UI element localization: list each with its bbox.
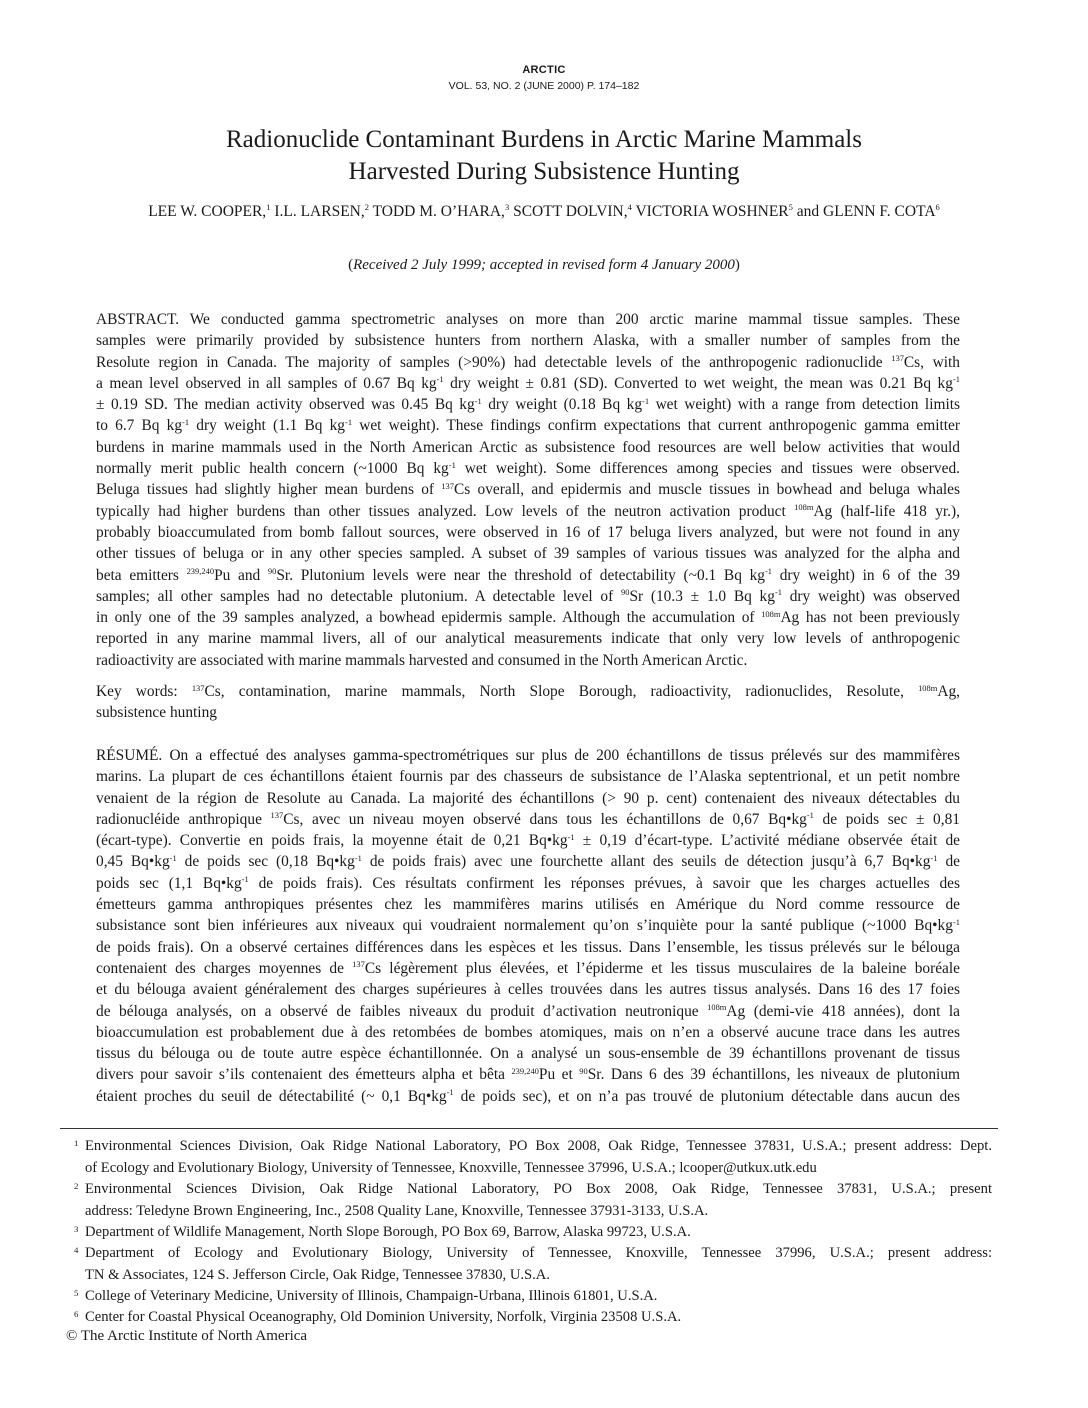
text-run: radionucléide anthropique (96, 810, 271, 828)
superscript: -1 (446, 1087, 454, 1098)
author-affiliation-mark: 4 (627, 202, 632, 213)
footnote-line: Environmental Sciences Division, Oak Ridge National Laboratory, PO Box 2008, Oak Ridge, Tennessee 37831, U.S.A.; present (85, 1181, 992, 1197)
author-affiliation-mark: 1 (266, 202, 271, 213)
text-run: Ag (half-life 418 yr.), (813, 502, 960, 520)
abstract-line (96, 394, 960, 415)
text-run: a mean level observed in all samples of 0.67 Bq kg (96, 374, 437, 392)
footnote-text (85, 1286, 992, 1308)
superscript: 137 (441, 480, 455, 491)
footnote-text (85, 1222, 992, 1244)
text-run: de (937, 853, 960, 871)
text-run: samples; all other samples had no detectable plutonium. A detectable level of (96, 587, 621, 605)
abstract-line (96, 650, 960, 671)
footnote-text (85, 1179, 992, 1222)
text-run: ABSTRACT. We conducted gamma spectrometric analyses on more than 200 arctic marine mammal tissue samples. These (96, 311, 960, 328)
text-run: étaient proches du seuil de détectabilité (~ 0,1 Bq•kg (96, 1087, 447, 1105)
author-affiliation-mark: 6 (935, 202, 940, 213)
footnote-number: 3 (74, 1224, 79, 1234)
resume-line (96, 788, 960, 809)
resume-line (96, 979, 960, 1000)
text-run: probably bioaccumulated from bomb fallout sources, were observed in 16 of 17 beluga livers analyzed, but were not found in any (96, 523, 960, 541)
text-run: Sr. Dans 6 des 39 échantillons, les niveaux de plutonium (587, 1066, 960, 1084)
text-run: de poids frais). On a observé certaines différences dans les espèces et les tissus. Dans l’ensemble, les tissus prélevés sur le bélouga (96, 938, 960, 956)
superscript: 239,240 (186, 566, 215, 577)
abstract-line (96, 437, 960, 458)
text-run: normally merit public health concern (~1000 Bq kg (96, 460, 449, 478)
text-run: Ag, (937, 683, 960, 700)
superscript: -1 (806, 810, 814, 821)
keywords-line (96, 681, 960, 702)
abstract-line (96, 373, 960, 394)
superscript: -1 (952, 374, 960, 385)
superscript: -1 (952, 916, 960, 927)
keywords (96, 681, 960, 724)
superscript: -1 (354, 852, 362, 863)
author-list (0, 203, 1088, 221)
text-run: Cs légèrement plus élevées, et l’épiderme et les tissus musculaires de la baleine boréale (364, 959, 960, 977)
resume-line (96, 958, 960, 979)
text-run: (écart-type). Convertie en poids frais, la moyenne était de 0,21 Bq•kg (96, 832, 568, 850)
abstract-line (96, 458, 960, 479)
text-run: venaient de la région de Resolute au Canada. La majorité des échantillons (> 90 p. cent) contenaient des niveaux détectables du (96, 789, 960, 807)
superscript: 90 (620, 587, 630, 598)
author-name: SCOTT DOLVIN, (509, 203, 628, 220)
superscript: 239,240 (511, 1065, 539, 1076)
superscript: -1 (448, 459, 456, 470)
text-run: Cs, avec un niveau moyen observé dans tous les échantillons de 0,67 Bq•kg (283, 810, 807, 828)
text-run: typically had higher burdens than other tissues analyzed. Low levels of the neutron activation product (96, 502, 795, 520)
resume (96, 745, 960, 1107)
resume-line (96, 937, 960, 958)
footnote-line: of Ecology and Evolutionary Biology, University of Tennessee, Knoxville, Tennessee 37996, U.S.A.; lcooper@utkux.utk.edu (85, 1159, 817, 1176)
text-run: wet weight). These findings confirm expectations that current anthropogenic gamma emitter (352, 417, 960, 435)
text-run: radioactivity are associated with marine mammals harvested and consumed in the North American Arctic. (96, 651, 748, 669)
resume-line (96, 915, 960, 936)
abstract-line (96, 330, 960, 351)
superscript: 90 (267, 566, 277, 577)
text-run: ± 0.19 SD. The median activity observed was 0.45 Bq kg (96, 396, 475, 414)
superscript: 108m (918, 682, 938, 693)
author-affiliation-mark: 3 (504, 202, 510, 213)
superscript: -1 (764, 566, 773, 577)
volume-info: VOL. 53, NO. 2 (JUNE 2000) P. 174–182 (448, 80, 640, 92)
text-run: Key words: (96, 683, 192, 700)
abstract-line (96, 501, 960, 522)
text-run: émetteurs gamma anthropiques présentes chez les mammifères marins utilisés en Amérique du Nord comme ressource de (96, 896, 960, 914)
copyright: © The Arctic Institute of North America (66, 1328, 308, 1344)
resume-line (96, 766, 960, 787)
resume-line (96, 1043, 960, 1064)
author-name: VICTORIA WOSHNER (631, 203, 789, 220)
superscript: 108m (794, 502, 814, 513)
text-run: dry weight) was observed (781, 587, 960, 605)
text-run: Pu et (538, 1066, 580, 1084)
superscript: -1 (774, 587, 782, 598)
footnote-number: 4 (74, 1245, 79, 1255)
superscript: -1 (182, 416, 190, 427)
superscript: 137 (891, 353, 904, 364)
text-run: Cs overall, and epidermis and muscle tissues in bowhead and beluga whales (454, 481, 960, 499)
text-run: RÉSUMÉ. On a effectué des analyses gamma-spectrométriques sur plus de 200 échantillons de tissus prélevés sur des mammifères (96, 747, 960, 764)
text-run: de bélouga analysés, on a observé de faibles niveaux du produit d’activation neutronique (96, 1002, 708, 1020)
superscript: 137 (191, 682, 205, 693)
footnote-number: 1 (74, 1138, 79, 1148)
superscript: 90 (579, 1065, 588, 1076)
text-run: other tissues of beluga or in any other species sampled. A subset of 39 samples of various tissues was analyzed for the alpha and (96, 545, 960, 563)
text-run: tissus du bélouga ou de toute autre espèce échantillonnée. On a analysé un sous-ensemble de 39 échantillons provenant de tissus (96, 1045, 960, 1063)
resume-line (96, 1001, 960, 1022)
text-run: Cs, with (903, 353, 960, 371)
abstract-line (96, 352, 960, 373)
text-run: Ag (demi-vie 418 années), dont la (726, 1002, 960, 1020)
received-open-paren: ( (348, 257, 354, 273)
text-run: de poids sec), et on n’a pas trouvé de plutonium détectable dans aucun des (453, 1087, 960, 1105)
resume-line (96, 851, 960, 872)
text-run: divers pour savoir s’ils contenaient des émetteurs alpha et bêta (96, 1066, 512, 1084)
text-run: wet weight) with a range from detection limits (649, 396, 960, 414)
superscript: -1 (345, 416, 353, 427)
text-run: de poids frais). Ces résultats confirment les réponses prévues, à savoir que les charges actuelles des (248, 874, 960, 892)
text-run: et du bélouga avaient généralement des charges supérieures à celles trouvées dans les autres tissus analysés. Dans 16 des 17 foies (96, 981, 960, 999)
resume-line (96, 1064, 960, 1085)
resume-line (96, 745, 960, 766)
footnote-line: Department of Ecology and Evolutionary Biology, University of Tennessee, Knoxville, Tennessee 37996, U.S.A.; present address: (85, 1245, 992, 1261)
superscript: -1 (930, 852, 938, 863)
abstract-line (96, 309, 960, 330)
abstract-line (96, 586, 960, 607)
text-run: reported in any marine mammal livers, all of our analytical measurements indicate that only very low levels of anthropogenic (96, 630, 960, 648)
text-run: samples were primarily provided by subsistence hunters from northern Alaska, with a smaller number of samples from the (96, 332, 960, 350)
footnote-line: TN & Associates, 124 S. Jefferson Circle, Oak Ridge, Tennessee 37830, U.S.A. (85, 1266, 550, 1283)
abstract-line (96, 479, 960, 500)
text-run: subsistance sont bien inférieures aux niveaux qui voudraient normalement qu’on s’inquiète pour la santé publique (~1000 Bq•kg (96, 917, 953, 935)
abstract-line (96, 628, 960, 649)
resume-line (96, 1022, 960, 1043)
text-run: Ag has not been previously (780, 609, 960, 627)
text-run: in only one of the 39 samples analyzed, a bowhead epidermis sample. Although the accumulation of (96, 609, 762, 627)
text-run: bioaccumulation est probablement due à des retombées de bombes atomiques, mais on n’en a observé aucune trace dans les autres (96, 1023, 960, 1041)
footnote-text (85, 1243, 992, 1286)
text-run: beta emitters (96, 566, 187, 584)
text-run: marins. La plupart de ces échantillons étaient fournis par des chasseurs de subsistance de l’Alaska septentrional, et un petit nombre (96, 768, 960, 786)
resume-line (96, 1086, 960, 1107)
resume-line (96, 894, 960, 915)
superscript: 137 (352, 959, 365, 970)
author-name: LEE W. COOPER, (148, 203, 267, 220)
text-run: de poids frais) avec une fourchette allant des seuils de détection jusqu’à 6,7 Bq•kg (361, 853, 931, 871)
text-run: subsistence hunting (96, 704, 217, 722)
text-run: de poids sec ± 0,81 (813, 810, 960, 828)
resume-line (96, 873, 960, 894)
text-run: Pu and (214, 566, 268, 584)
superscript: -1 (642, 395, 650, 406)
footnote-line: address: Teledyne Brown Engineering, Inc., 2508 Quality Lane, Knoxville, Tennessee 37931-3133, U.S.A. (85, 1202, 709, 1219)
author-name: I.L. LARSEN, (270, 203, 365, 220)
resume-line (96, 830, 960, 851)
title-line-1: Radionuclide Contaminant Burdens in Arctic Marine Mammals (226, 126, 862, 153)
superscript: 108m (707, 1002, 727, 1013)
abstract (96, 309, 960, 671)
text-run: Resolute region in Canada. The majority of samples (>90%) had detectable levels of the anthropogenic radionuclide (96, 353, 892, 371)
text-run: ± 0,19 d’écart-type. L’activité médiane observée était de (574, 832, 960, 850)
superscript: -1 (436, 374, 444, 385)
author-name: TODD M. O’HARA, (369, 203, 505, 220)
text-run: Sr (10.3 ± 1.0 Bq kg (629, 587, 775, 605)
journal-name: ARCTIC (522, 64, 566, 76)
superscript: -1 (241, 874, 249, 885)
footnote-text (85, 1136, 992, 1179)
footnote-line: College of Veterinary Medicine, University of Illinois, Champaign-Urbana, Illinois 61801, U.S.A. (85, 1288, 658, 1304)
text-run: Cs, contamination, marine mammals, North Slope Borough, radioactivity, radionuclides, Resolute, (204, 683, 919, 700)
superscript: -1 (169, 852, 177, 863)
abstract-line (96, 522, 960, 543)
abstract-line (96, 607, 960, 628)
author-affiliation-mark: 5 (788, 202, 793, 213)
abstract-line (96, 415, 960, 436)
text-run: dry weight) in 6 of the 39 (772, 566, 960, 584)
abstract-line (96, 565, 960, 586)
text-run: dry weight (1.1 Bq kg (189, 417, 345, 435)
superscript: 108m (761, 608, 781, 619)
abstract-line (96, 543, 960, 564)
keywords-line (96, 702, 960, 723)
text-run: de poids sec (0,18 Bq•kg (176, 853, 355, 871)
footnote-line: Department of Wildlife Management, North Slope Borough, PO Box 69, Barrow, Alaska 99723, U.S.A. (85, 1224, 691, 1240)
text-run: Sr. Plutonium levels were near the threshold of detectability (~0.1 Bq kg (276, 566, 765, 584)
received-text: Received 2 July 1999; accepted in revised form 4 January 2000 (353, 257, 735, 273)
superscript: -1 (567, 831, 575, 842)
text-run: poids sec (1,1 Bq•kg (96, 874, 242, 892)
resume-line (96, 809, 960, 830)
text-run: dry weight ± 0.81 (SD). Converted to wet weight, the mean was 0.21 Bq kg (443, 374, 953, 392)
footnote-text (85, 1307, 992, 1329)
footnote-number: 2 (74, 1181, 79, 1191)
superscript: -1 (474, 395, 482, 406)
received-dates (0, 257, 1088, 274)
footnote-rule (60, 1128, 998, 1129)
footnote-number: 5 (74, 1288, 79, 1298)
text-run: 0,45 Bq•kg (96, 853, 170, 871)
title-line-2: Harvested During Subsistence Hunting (348, 158, 740, 185)
received-close-paren: ) (734, 257, 740, 273)
footnote-line: Environmental Sciences Division, Oak Ridge National Laboratory, PO Box 2008, Oak Ridge, Tennessee 37831, U.S.A.; present address: Dept. (85, 1138, 992, 1154)
paper-title (0, 124, 1088, 188)
text-run: burdens in marine mammals used in the North American Arctic as subsistence food resources are well below activities that would (96, 438, 960, 456)
text-run: to 6.7 Bq kg (96, 417, 183, 435)
author-affiliation-mark: 2 (364, 202, 370, 213)
footnote-number: 6 (74, 1309, 79, 1319)
author-name: and GLENN F. COTA (792, 203, 936, 220)
footnote-line: Center for Coastal Physical Oceanography, Old Dominion University, Norfolk, Virginia 23508 U.S.A. (85, 1309, 682, 1325)
superscript: 137 (270, 810, 284, 821)
text-run: contenaient des charges moyennes de (96, 959, 353, 977)
text-run: wet weight). Some differences among species and tissues were observed. (455, 460, 960, 478)
text-run: dry weight (0.18 Bq kg (481, 396, 643, 414)
text-run: Beluga tissues had slightly higher mean burdens of (96, 481, 442, 499)
